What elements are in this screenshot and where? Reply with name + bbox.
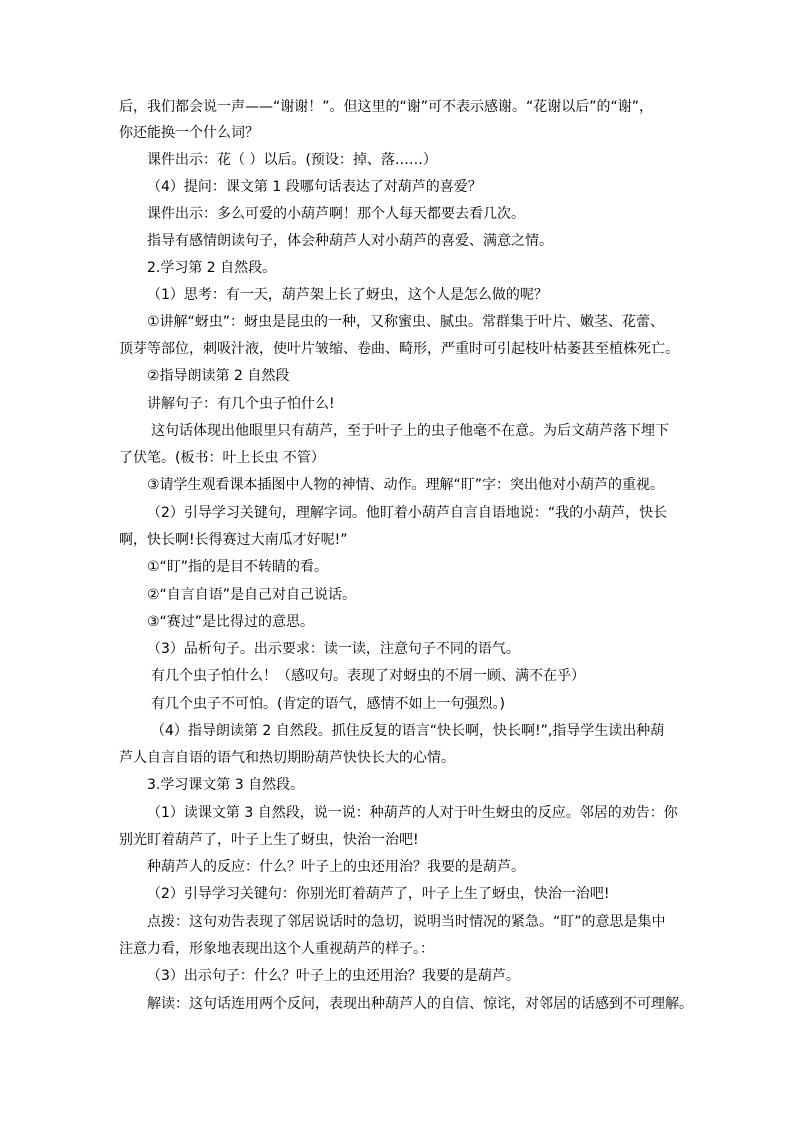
- paragraph-line: ①讲解“蚜虫”：蚜虫是昆虫的一种，又称蜜虫、腻虫。常群集于叶片、嫩茎、花蕾、: [147, 314, 665, 330]
- paragraph-line: （2）引导学习关键句，理解字词。他盯着小葫芦自言自语地说：“我的小葫芦，快长: [147, 505, 668, 521]
- paragraph-line: 了伏笔。(板书：叶上长虫 不管）: [119, 450, 325, 466]
- section-heading: 2.学习第 2 自然段。: [147, 260, 277, 276]
- paragraph-line: （1）读课文第 3 自然段，说一说：种葫芦的人对于叶生蚜虫的反应。邻居的劝告：你: [147, 805, 678, 821]
- section-heading: 3.学习课文第 3 自然段。: [147, 777, 305, 793]
- paragraph-line: （2）引导学习关键句：你别光盯着葫芦了，叶子上生了蚜虫，快治一治吧!: [147, 886, 610, 902]
- paragraph-line: 这句话体现出他眼里只有葫芦，至于叶子上的虫子他毫不在意。为后文葫芦落下埋下: [151, 423, 669, 439]
- paragraph-line: （3）品析句子。出示要求：读一读，注意句子不同的语气。: [147, 641, 520, 657]
- paragraph-line: 注意力看，形象地表现出这个人重视葫芦的样子。：: [119, 941, 434, 957]
- paragraph-line: 课件出示：花（ ）以后。(预设：掉、落……）: [147, 152, 437, 168]
- paragraph-line: 你还能换一个什么词？: [119, 125, 259, 141]
- paragraph-line: 点拨：这句劝告表现了邻居说话时的急切，说明当时情况的紧急。“盯”的意思是集中: [147, 914, 666, 930]
- paragraph-line: 有几个虫子怕什么！（感叹句。表现了对蚜虫的不屑一顾、满不在乎）: [151, 668, 585, 684]
- paragraph-line: ①“盯”指的是目不转睛的看。: [147, 559, 329, 575]
- paragraph-line: 解读：这句话连用两个反问，表现出种葫芦人的自信、惊诧，对邻居的话感到不可理解。: [147, 996, 693, 1012]
- paragraph-line: 有几个虫子不可怕。(肯定的语气，感情不如上一句强烈。): [151, 696, 505, 712]
- paragraph-line: 啊，快长啊!长得赛过大南瓜才好呢!”: [119, 532, 348, 548]
- paragraph-line: 别光盯着葫芦了，叶子上生了蚜虫，快治一治吧!: [119, 832, 419, 848]
- paragraph-line: ②指导朗读第 2 自然段: [147, 368, 290, 384]
- paragraph-line: 种葫芦人的反应：什么？叶子上的虫还用治？我要的是葫芦。: [147, 859, 525, 875]
- paragraph-line: （1）思考：有一天，葫芦架上长了蚜虫，这个人是怎么做的呢？: [147, 287, 548, 303]
- paragraph-line: ②“自言自语”是自己对自己说话。: [147, 587, 357, 603]
- paragraph-line: 顶芽等部位，刺吸汁液，使叶片皱缩、卷曲、畸形，严重时可引起枝叶枯萎甚至植株死亡。: [119, 341, 679, 357]
- paragraph-line: （4）指导朗读第 2 自然段。抓住反复的语言“快长啊，快长啊!”,指导学生读出种葫: [151, 723, 665, 739]
- paragraph-line: 后，我们都会说一声——“谢谢！”。但这里的“谢”可不表示感谢。“花谢以后”的“谢”，: [119, 99, 654, 115]
- paragraph-line: （4）提问：课文第 1 段哪句话表达了对葫芦的喜爱？: [147, 179, 482, 195]
- paragraph-line: 芦人自言自语的语气和热切期盼葫芦快快长大的心情。: [119, 750, 455, 766]
- paragraph-line: 讲解句子：有几个虫子怕什么!: [147, 396, 335, 412]
- paragraph-line: （3）出示句子：什么？叶子上的虫还用治？我要的是葫芦。: [147, 968, 520, 984]
- paragraph-line: 指导有感情朗读句子，体会种葫芦人对小葫芦的喜爱、满意之情。: [147, 233, 553, 249]
- paragraph-line: ③请学生观看课本插图中人物的神情、动作。理解“盯”字：突出他对小葫芦的重视。: [147, 477, 665, 493]
- paragraph-line: ③“赛过”是比得过的意思。: [147, 614, 315, 630]
- paragraph-line: 课件出示：多么可爱的小葫芦啊！那个人每天都要去看几次。: [147, 206, 525, 222]
